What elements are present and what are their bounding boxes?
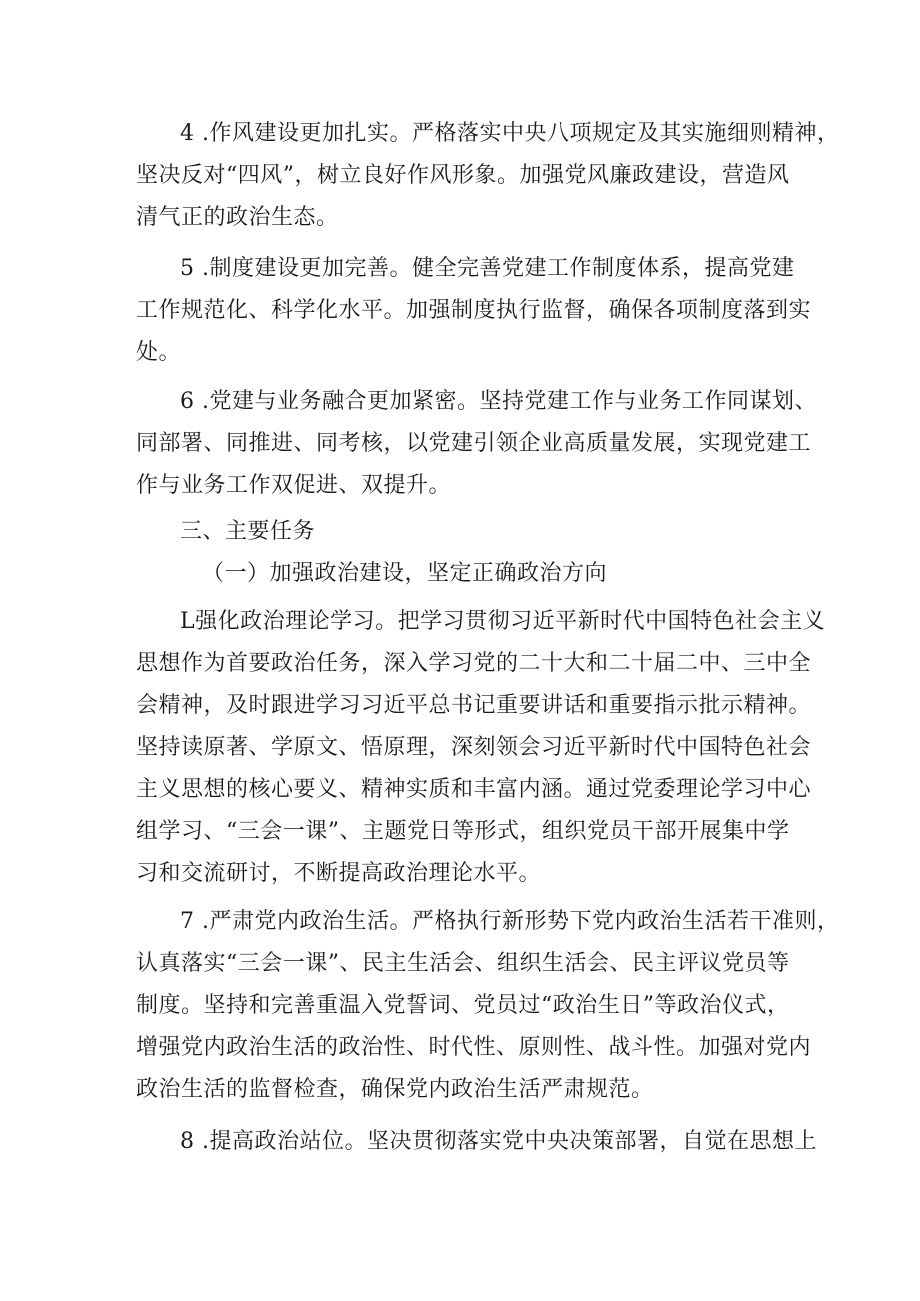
paragraph-line: 5 .制度建设更加完善。健全完善党建工作制度体系，提高党建 [180, 256, 795, 281]
paragraph-line: 增强党内政治生活的政治性、时代性、原则性、战斗性。加强对党内 [136, 1035, 812, 1060]
paragraph-line: 认真落实“三会一课”、民主生活会、组织生活会、民主评议党员等 [136, 951, 790, 976]
paragraph-line: 制度。坚持和完善重温入党誓词、党员过“政治生日”等政治仪式， [136, 993, 790, 1018]
paragraph-line: 4 .作风建设更加扎实。严格落实中央八项规定及其实施细则精神， [180, 121, 840, 146]
paragraph-line: 主义思想的核心要义、精神实质和丰富内涵。通过党委理论学习中心 [136, 777, 812, 802]
subsection-heading: （一）加强政治建设，坚定正确政治方向 [202, 561, 608, 586]
section-heading: 三、主要任务 [180, 519, 316, 544]
paragraph-line: 7 .严肃党内政治生活。严格执行新形势下党内政治生活若干准则， [180, 909, 840, 934]
paragraph-line: 同部署、同推进、同考核，以党建引领企业高质量发展，实现党建工 [136, 431, 812, 456]
paragraph-line: 习和交流研讨，不断提高政治理论水平。 [136, 861, 542, 886]
paragraph-line: 6 .党建与业务融合更加紧密。坚持党建工作与业务工作同谋划、 [180, 389, 817, 414]
paragraph-line: 组学习、“三会一课”、主题党日等形式，组织党员干部开展集中学 [136, 819, 790, 844]
paragraph-line: 处。 [136, 340, 182, 365]
paragraph-line: 坚持读原著、学原文、悟原理，深刻领会习近平新时代中国特色社会 [136, 735, 812, 760]
paragraph-line: L强化政治理论学习。把学习贯彻习近平新时代中国特色社会主义 [180, 609, 826, 634]
paragraph-line: 作与业务工作双促进、双提升。 [136, 473, 452, 498]
paragraph-line: 会精神，及时跟进学习习近平总书记重要讲话和重要指示批示精神。 [136, 693, 812, 718]
paragraph-line: 坚决反对“四风”，树立良好作风形象。加强党风廉政建设，营造风 [136, 163, 790, 188]
paragraph-line: 政治生活的监督检查，确保党内政治生活严肃规范。 [136, 1077, 654, 1102]
paragraph-line: 思想作为首要政治任务，深入学习党的二十大和二十届二中、三中全 [136, 651, 812, 676]
paragraph-line: 工作规范化、科学化水平。加强制度执行监督，确保各项制度落到实 [136, 298, 812, 323]
paragraph-line: 清气正的政治生态。 [136, 205, 339, 230]
paragraph-line: 8 .提高政治站位。坚决贯彻落实党中央决策部署，自觉在思想上 [180, 1129, 817, 1154]
